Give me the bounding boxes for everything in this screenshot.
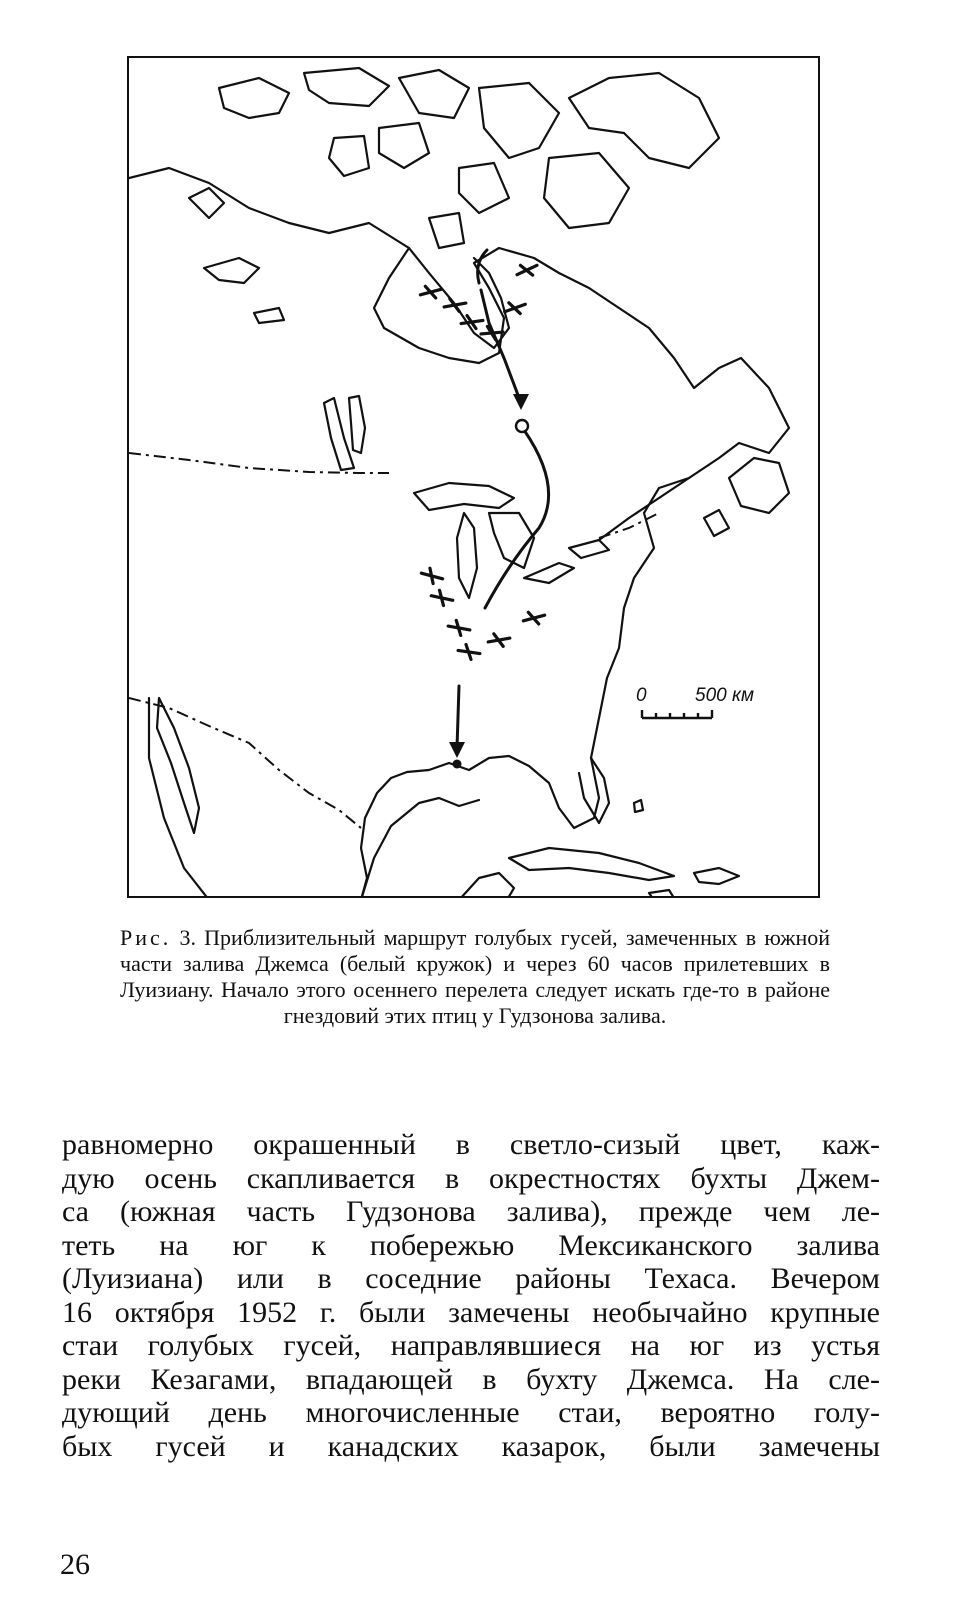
arctic-island xyxy=(459,163,509,213)
james-bay-marker xyxy=(516,420,528,432)
arctic-island xyxy=(544,153,629,228)
route-arrowhead xyxy=(449,742,465,758)
gulf-island xyxy=(704,510,729,536)
text-line: дую осень скапливается в окрестностях бухты Джем- xyxy=(62,1161,880,1195)
caption-figure-number: 3. xyxy=(179,925,196,950)
page-number: 26 xyxy=(60,1548,90,1581)
scale-distance-label: 500 км xyxy=(695,685,754,706)
text-line: (Луизиана) или в соседние районы Техаса. Вечером xyxy=(62,1262,880,1295)
text-line: 16 октября 1952 г. были замечены необычайно крупные xyxy=(62,1295,880,1329)
arctic-island xyxy=(329,136,369,176)
body-paragraph xyxy=(62,1128,880,1463)
text-line: равномерно окрашенный в светло-сизый цвет, каж- xyxy=(62,1128,880,1161)
great-slave-lake xyxy=(204,258,259,283)
lake-erie xyxy=(524,563,574,583)
text-line: реки Кезагами, впадающей в бухту Джемса. На сле- xyxy=(62,1362,880,1396)
lake-superior xyxy=(414,483,514,510)
arctic-island xyxy=(479,83,559,158)
newfoundland xyxy=(729,458,789,513)
gulf-coast-mexico xyxy=(361,798,479,898)
goose-symbols-south xyxy=(420,566,547,660)
arctic-island xyxy=(429,213,464,248)
yucatan xyxy=(459,873,514,898)
route-arrowhead xyxy=(513,394,529,410)
text-line: теть на юг к побережью Мексиканского залива xyxy=(62,1228,880,1262)
st-lawrence xyxy=(599,478,689,540)
jamaica xyxy=(649,890,674,898)
arctic-island xyxy=(304,68,389,106)
map-figure xyxy=(127,56,820,898)
arctic-island xyxy=(379,123,429,168)
arctic-island xyxy=(189,188,224,218)
text-line: стаи голубых гусей, направлявшиеся на юг из устья xyxy=(62,1329,880,1362)
route-south-segment xyxy=(457,686,459,748)
caption-figure-label: Рис. xyxy=(120,925,172,950)
north-america-map xyxy=(129,58,820,898)
caribbean-islet xyxy=(634,800,643,812)
text-line: са (южная часть Гудзонова залива), прежде чем ле- xyxy=(62,1195,880,1228)
text-line: дующий день многочисленные стаи, вероятно голу- xyxy=(62,1396,880,1429)
text-line: бых гусей и канадских казарок, были замечены xyxy=(62,1429,880,1463)
cuba xyxy=(509,848,674,880)
figure-caption xyxy=(120,925,830,1029)
arctic-island xyxy=(399,70,469,118)
lake-winnipegosis xyxy=(349,396,365,453)
arctic-island xyxy=(219,78,289,118)
lake-athabasca xyxy=(254,308,284,323)
hispaniola xyxy=(694,868,739,884)
scale-zero-label: 0 xyxy=(636,685,647,706)
us-mexico-border xyxy=(129,698,361,828)
lake-ontario xyxy=(569,540,609,558)
scale-bar xyxy=(642,710,712,718)
caption-text: Приблизительный маршрут голубых гусей, замеченных в южной части залива Джемса (белый кружок) и через 60 часов прилетевших в Луизиану. Начало этого осеннего перелета следует искать где-то в районе гнездовий этих птиц у Гудзонова залива. xyxy=(120,925,831,1028)
louisiana-marker xyxy=(453,760,462,769)
lake-michigan xyxy=(457,513,477,598)
